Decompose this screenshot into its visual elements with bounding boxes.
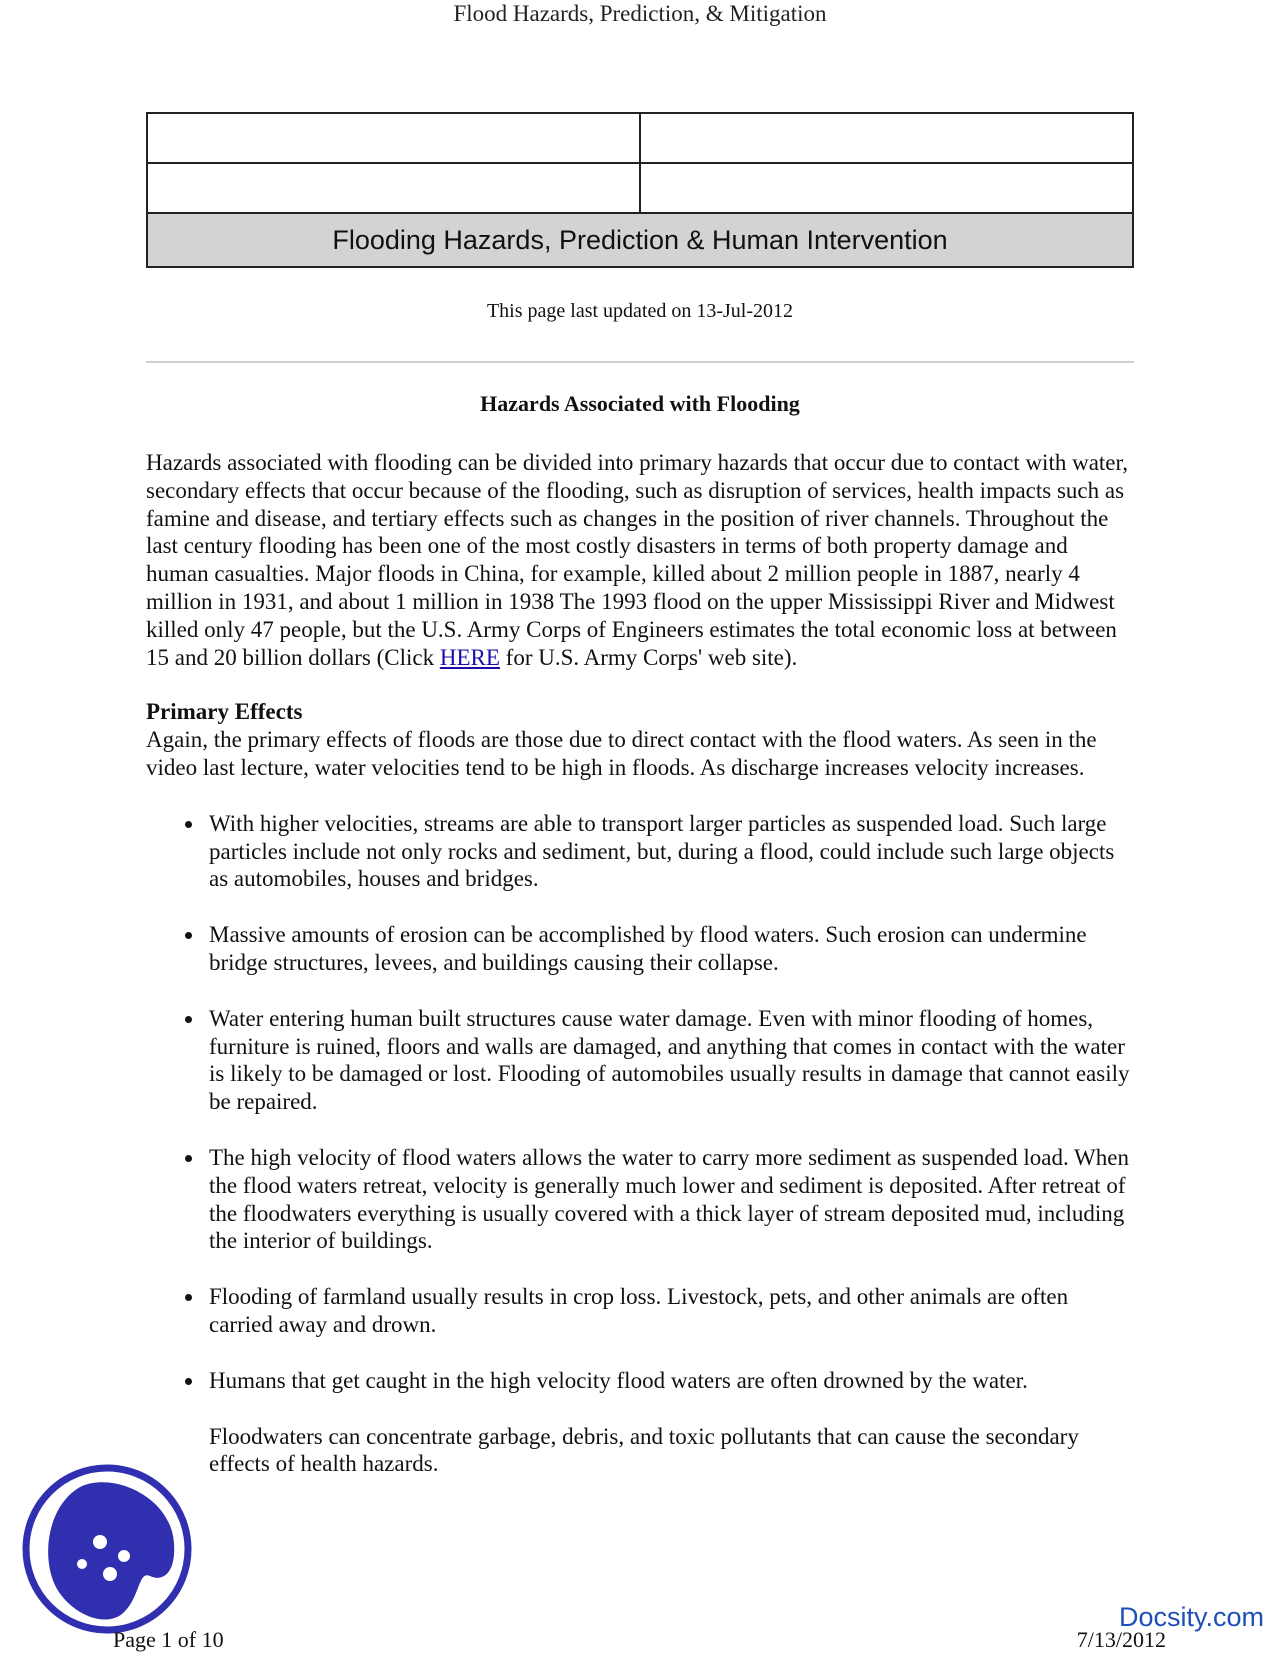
primary-effects-intro: Again, the primary effects of floods are those due to direct contact with the flood waters. As seen in the video last lecture, water velocities tend to be high in floods. As discharge increases velocity increases. <box>146 727 1097 780</box>
list-item-text: Water entering human built structures cause water damage. Even with minor flooding of homes, furniture is ruined, floors and walls are damaged, and anything that comes in contact with the water is likely to be damaged or lost. Flooding of automobiles usually results in damage that cannot easily be repaired. <box>209 1005 1130 1115</box>
content <box>146 449 1131 1478</box>
intro-paragraph <box>146 449 1131 671</box>
here-link[interactable]: HERE <box>439 644 500 670</box>
bullet-icon <box>185 1155 192 1162</box>
header-cell-empty <box>640 163 1133 213</box>
header-cell-empty <box>640 113 1133 163</box>
page-title: Flooding Hazards, Prediction & Human Intervention <box>147 213 1133 267</box>
header-cell-empty <box>147 113 640 163</box>
docsity-logo-icon <box>22 1464 192 1634</box>
docsity-watermark: Docsity.com <box>1118 1602 1264 1632</box>
list-item-text: With higher velocities, streams are able to transport larger particles as suspended load. Such large particles include not only rocks and sediment, but, during a flood, could include such large objects as automobiles, houses and bridges. <box>209 810 1115 892</box>
list-item <box>209 1283 1131 1339</box>
intro-text-after: for U.S. Army Corps' web site). <box>499 644 798 670</box>
list-item-text: Massive amounts of erosion can be accomplished by flood waters. Such erosion can undermine bridge structures, levees, and buildings causing their collapse. <box>209 922 1087 975</box>
list-item <box>209 810 1131 893</box>
list-item <box>209 1367 1131 1395</box>
list-item <box>209 1005 1131 1116</box>
bullet-icon <box>185 1294 192 1301</box>
secondary-note: Floodwaters can concentrate garbage, debris, and toxic pollutants that can cause the secondary effects of health hazards. <box>209 1423 1079 1477</box>
list-item-text: Humans that get caught in the high velocity flood waters are often drowned by the water. <box>209 1367 1028 1393</box>
header-box <box>146 112 1134 268</box>
list-item <box>209 1144 1131 1255</box>
list-item-text: The high velocity of flood waters allows the water to carry more sediment as suspended load. When the flood waters retreat, velocity is generally much lower and sediment is deposited. After retreat of the floodwaters everything is usually covered with a thick layer of stream deposited mud, including the interior of buildings. <box>209 1144 1129 1254</box>
bullet-icon <box>185 932 192 939</box>
bullet-icon <box>185 1016 192 1023</box>
bullet-icon <box>185 1378 192 1385</box>
list-item <box>209 921 1131 977</box>
section-title: Hazards Associated with Flooding <box>480 391 800 416</box>
list-item-text: Flooding of farmland usually results in crop loss. Livestock, pets, and other animals are often carried away and drown. <box>209 1284 1069 1337</box>
page-number: Page 1 of 10 <box>113 1627 224 1652</box>
divider <box>146 361 1134 363</box>
running-header: Flood Hazards, Prediction, & Mitigation <box>453 1 827 26</box>
bullet-icon <box>185 821 192 828</box>
header-cell-empty <box>147 163 640 213</box>
primary-effects-list <box>146 810 1131 1395</box>
footer-date: 7/13/2012 <box>1076 1627 1166 1652</box>
last-updated: This page last updated on 13-Jul-2012 <box>486 300 794 322</box>
primary-effects-heading: Primary Effects <box>146 699 303 725</box>
intro-text: Hazards associated with flooding can be divided into primary hazards that occur due to contact with water, secondary effects that occur because of the flooding, such as disruption of services, health impacts such as famine and disease, and tertiary effects such as changes in the position of river channels. Throughout the last century flooding has been one of the most costly disasters in terms of both property damage and human casualties. Major floods in China, for example, killed about 2 million people in 1887, nearly 4 million in 1931, and about 1 million in 1938 The 1993 flood on the upper Mississippi River and Midwest killed only 47 people, but the U.S. Army Corps of Engineers estimates the total economic loss at between 15 and 20 billion dollars (Click <box>146 450 1128 670</box>
